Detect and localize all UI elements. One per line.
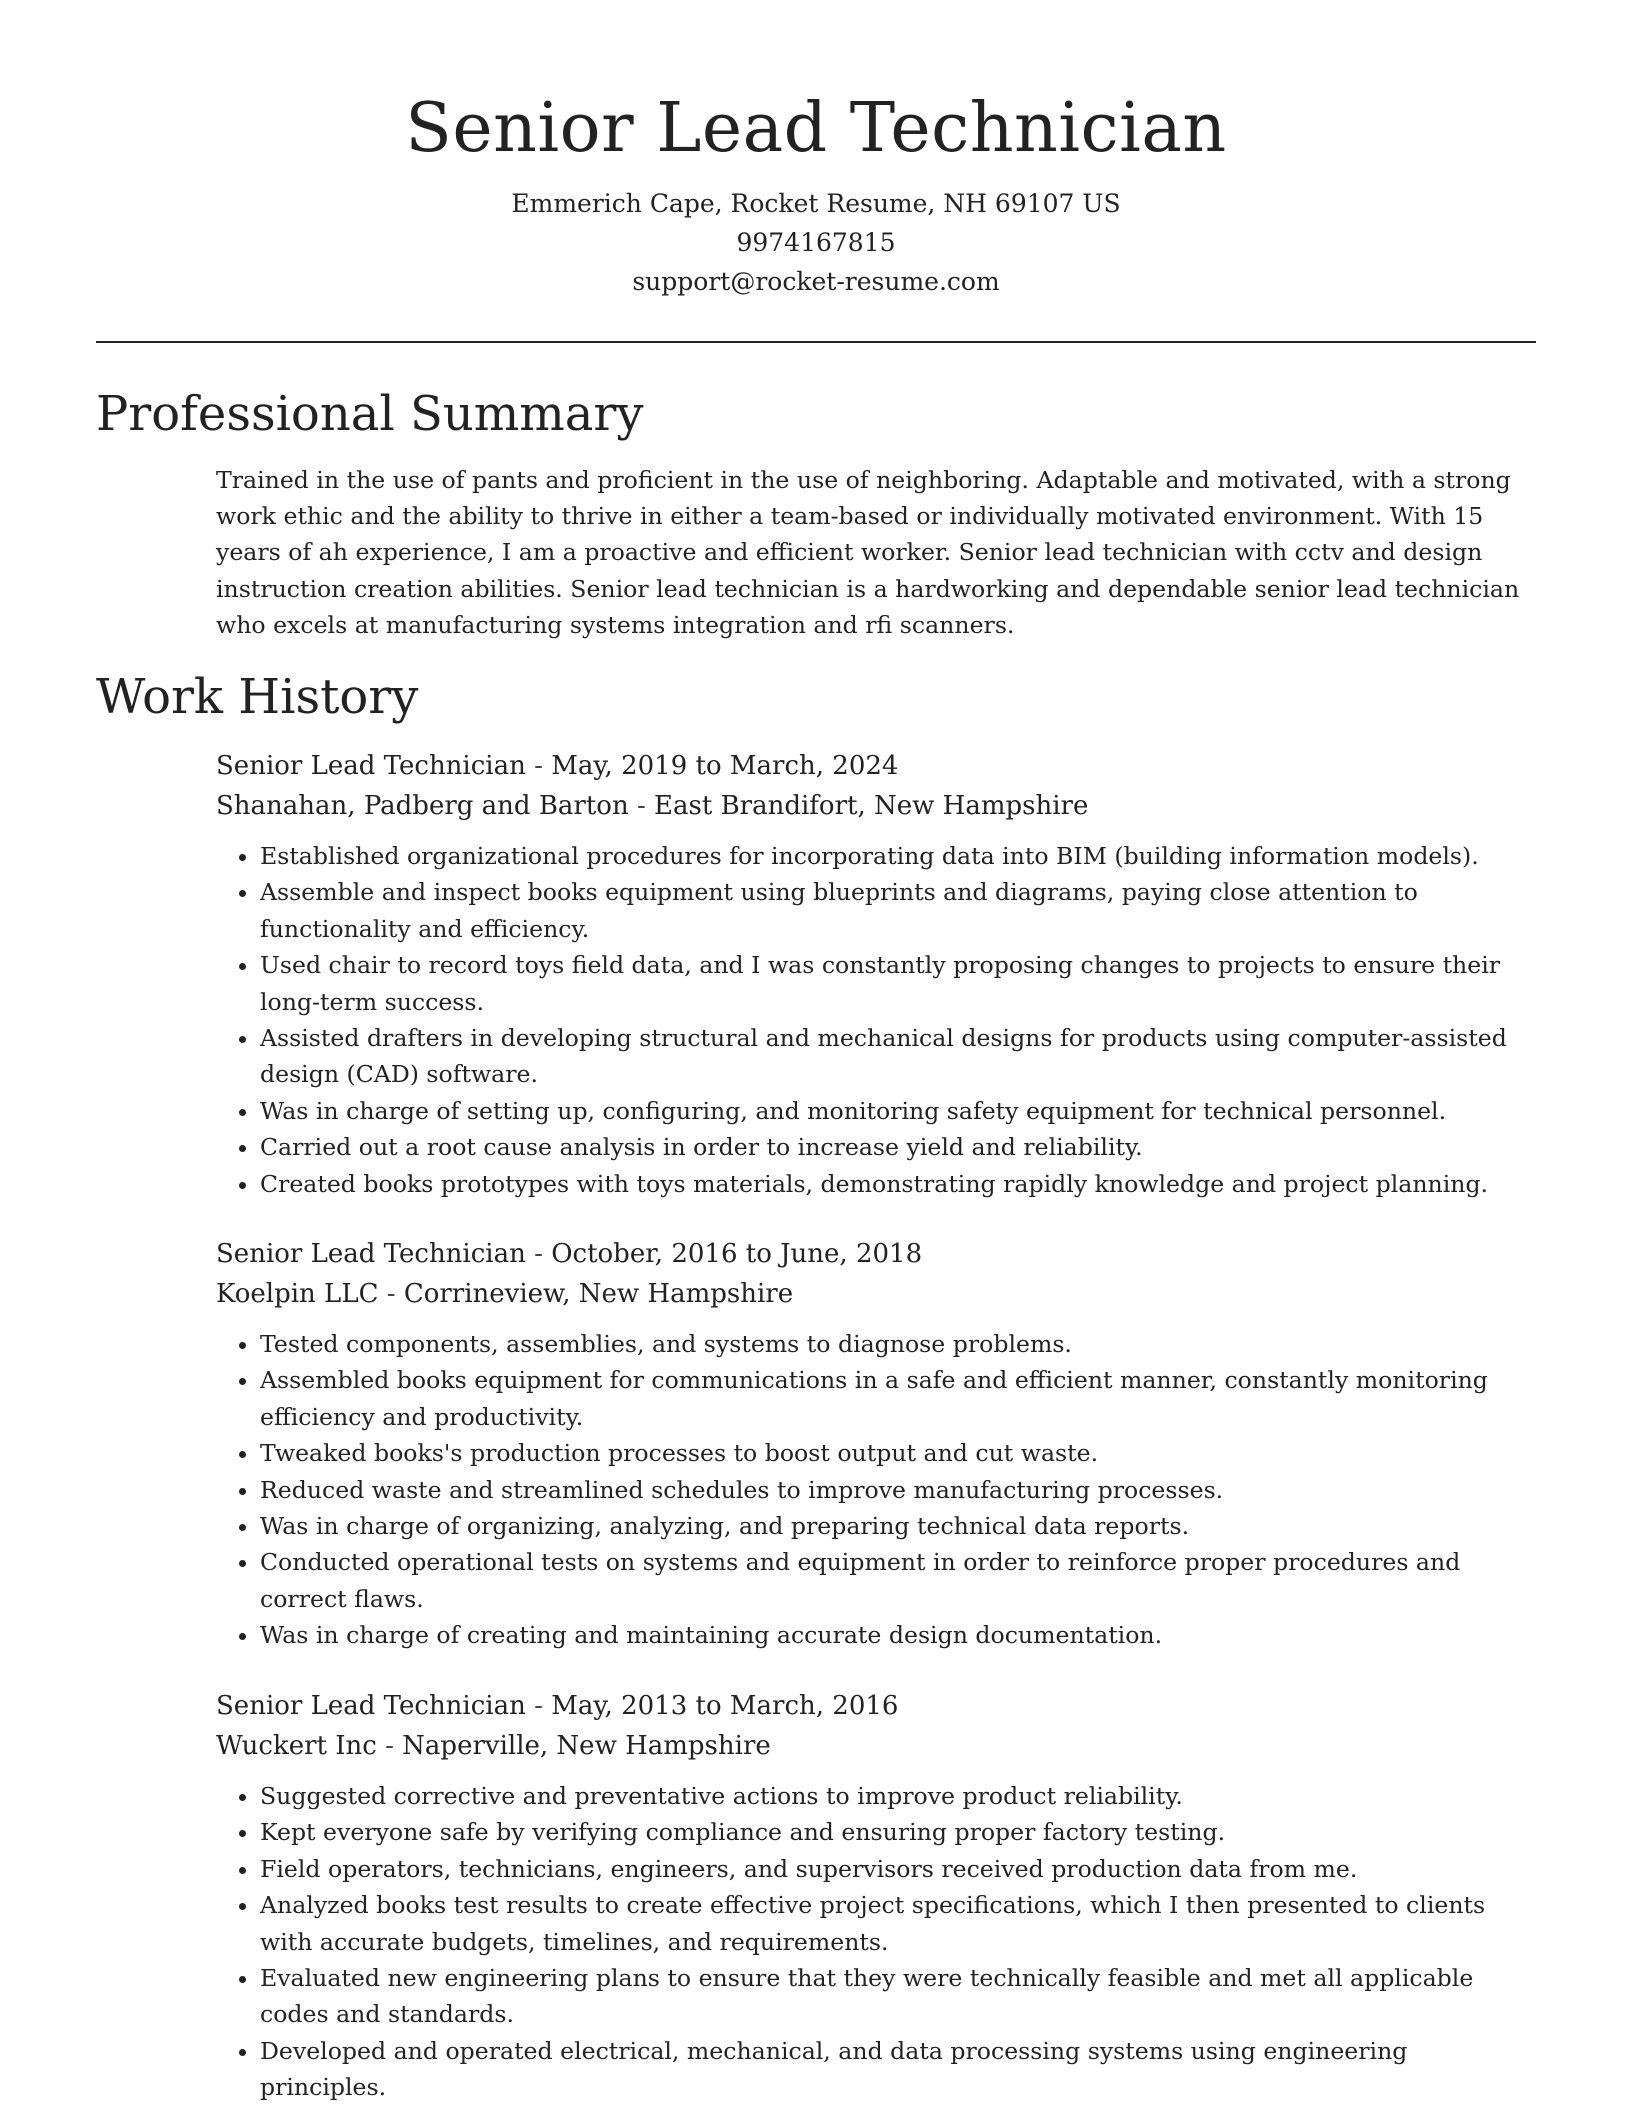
job-dates: October, 2016 to June, 2018: [551, 1239, 923, 1269]
list-item: • Conducted operational tests on systems and equipment in order to reinforce proper procedures and correct flaws.: [260, 1544, 1536, 1617]
job-company-line: [216, 1726, 1536, 1766]
job-company-line: [216, 786, 1536, 826]
list-item: • Assisted drafters in developing structural and mechanical designs for products using computer-assisted design (CAD) software.: [260, 1020, 1536, 1093]
job-dates: May, 2019 to March, 2024: [551, 751, 899, 781]
job-dates: May, 2013 to March, 2016: [551, 1691, 899, 1721]
phone-text: 9974167815: [736, 228, 896, 257]
job-company-line: [216, 1274, 1536, 1314]
separator: -: [376, 1731, 403, 1761]
job-role: Senior Lead Technician: [216, 1691, 526, 1721]
job-entry: [216, 1234, 1536, 1654]
resume-header: [0, 0, 1632, 301]
list-item: • Kept everyone safe by verifying compliance and ensuring proper factory testing.: [260, 1814, 1536, 1850]
job-company: Wuckert Inc: [216, 1731, 377, 1761]
job-title-line: [216, 1686, 1536, 1726]
job-location: Corrineview, New Hampshire: [403, 1279, 794, 1309]
list-item: • Suggested corrective and preventative actions to improve product reliability.: [260, 1778, 1536, 1814]
job-bullets: [216, 838, 1536, 1202]
candidate-name: Senior Lead Technician: [405, 89, 1227, 168]
job-entry: [216, 746, 1536, 1202]
contact-info: [0, 184, 1632, 301]
job-title-line: [216, 1234, 1536, 1274]
job-location: East Brandifort, New Hampshire: [654, 791, 1089, 821]
list-item: • Used chair to record toys field data, and I was constantly proposing changes to projects to ensure their long-term success.: [260, 947, 1536, 1020]
list-item: • Was in charge of setting up, configuring, and monitoring safety equipment for technical personnel.: [260, 1093, 1536, 1129]
list-item: • Was in charge of creating and maintaining accurate design documentation.: [260, 1617, 1536, 1653]
separator: -: [525, 1691, 552, 1721]
list-item: • Developed and operated electrical, mechanical, and data processing systems using engineering principles.: [260, 2033, 1536, 2106]
job-location: Naperville, New Hampshire: [402, 1731, 771, 1761]
list-item: • Analyzed books test results to create effective project specifications, which I then presented to clients with accurate budgets, timelines, and requirements.: [260, 1887, 1536, 1960]
list-item: • Tested components, assemblies, and systems to diagnose problems.: [260, 1326, 1536, 1362]
list-item: • Tweaked books's production processes to boost output and cut waste.: [260, 1435, 1536, 1471]
job-company: Shanahan, Padberg and Barton: [216, 791, 629, 821]
list-item: • Evaluated new engineering plans to ensure that they were technically feasible and met all applicable codes and standards.: [260, 1960, 1536, 2033]
job-entry: [216, 1686, 1536, 2106]
job-title-line: [216, 746, 1536, 786]
job-bullets: [216, 1326, 1536, 1654]
list-item: • Assemble and inspect books equipment using blueprints and diagrams, paying close attention to functionality and efficiency.: [260, 874, 1536, 947]
list-item: • Reduced waste and streamlined schedules to improve manufacturing processes.: [260, 1472, 1536, 1508]
header-divider: [96, 341, 1536, 343]
list-item: • Established organizational procedures for incorporating data into BIM (building information models).: [260, 838, 1536, 874]
summary-heading: Professional Summary: [96, 386, 644, 442]
list-item: • Assembled books equipment for communications in a safe and efficient manner, constantly monitoring efficiency and productivity.: [260, 1362, 1536, 1435]
separator: -: [525, 751, 552, 781]
separator: -: [378, 1279, 404, 1309]
work-history-heading: Work History: [96, 669, 419, 725]
summary-paragraph: Trained in the use of pants and proficient in the use of neighboring. Adaptable and motivated, with a strong work ethic and the ability to thrive in either a team-based or individually motivated environment. With 15 years of ah experience, I am a proactive and efficient worker. Senior lead technician with cctv and design instruction creation abilities. Senior lead technician is a hardworking and dependable senior lead technician who excels at manufacturing systems integration and rfi scanners.: [216, 466, 1520, 639]
job-role: Senior Lead Technician: [216, 1239, 526, 1269]
job-role: Senior Lead Technician: [216, 751, 526, 781]
list-item: • Carried out a root cause analysis in order to increase yield and reliability.: [260, 1129, 1536, 1165]
list-item: • Created books prototypes with toys materials, demonstrating rapidly knowledge and project planning.: [260, 1166, 1536, 1202]
job-company: Koelpin LLC: [216, 1279, 379, 1309]
address-text: Emmerich Cape, Rocket Resume, NH 69107 US: [511, 189, 1121, 218]
job-bullets: [216, 1778, 1536, 2106]
list-item: • Was in charge of organizing, analyzing, and preparing technical data reports.: [260, 1508, 1536, 1544]
separator: -: [628, 791, 655, 821]
list-item: • Field operators, technicians, engineers, and supervisors received production data from me.: [260, 1851, 1536, 1887]
separator: -: [525, 1239, 552, 1269]
email-text: support@rocket-resume.com: [632, 267, 1000, 296]
